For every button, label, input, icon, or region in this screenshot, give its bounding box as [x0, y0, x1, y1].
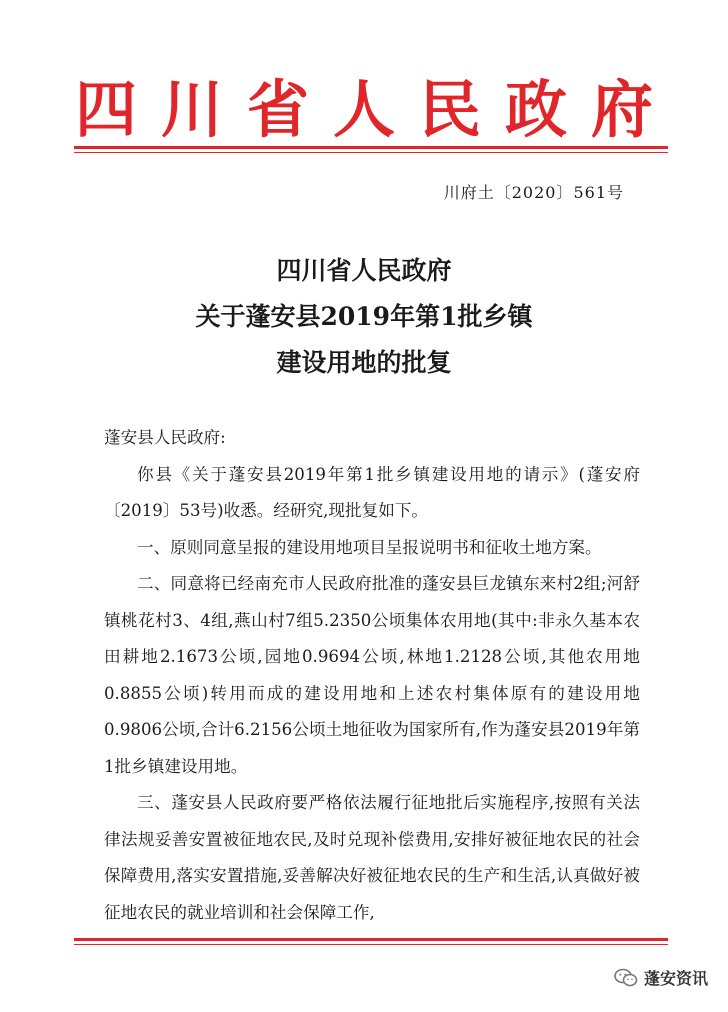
document-body — [104, 420, 640, 931]
footer-divider-thick — [74, 938, 668, 941]
header-divider-thick — [74, 146, 668, 149]
title-line-2: 关于蓬安县2019年第1批乡镇 — [195, 302, 533, 331]
title-line-1: 四川省人民政府 — [276, 256, 452, 285]
paragraph-4: 三、蓬安县人民政府要严格依法履行征地批后实施程序,按照有关法律法规妥善安置被征地农民,及时兑现补偿费用,安排好被征地农民的社会保障费用,落实安置措施,妥善解决好被征地农民的生产和生活,认真做好被征地农民的就业培训和社会保障工作, — [104, 793, 640, 922]
source-watermark — [614, 966, 708, 989]
document-title — [0, 248, 728, 386]
paragraph-2: 一、原则同意呈报的建设用地项目呈报说明书和征收土地方案。 — [137, 537, 602, 557]
wechat-icon — [614, 968, 638, 988]
document-number: 川府土〔2020〕561号 — [443, 183, 624, 202]
header-divider-thin — [74, 152, 668, 153]
paragraph-3: 二、同意将已经南充市人民政府批准的蓬安县巨龙镇东来村2组;河舒镇桃花村3、4组,燕山村7组5.2350公顷集体农用地(其中:非永久基本农田耕地2.1673公顷,园地0.9694公顷,林地1.2128公顷,其他农用地0.8855公顷)转用而成的建设用地和上述农村集体原有的建设用地0.9806公顷,合计6.2156公顷土地征收为国家所有,作为蓬安县2019年第1批乡镇建设用地。 — [104, 574, 640, 776]
issuer-header: 四川省人民政府 — [74, 73, 677, 146]
footer-divider-thin — [74, 944, 668, 945]
paragraph-1: 你县《关于蓬安县2019年第1批乡镇建设用地的请示》(蓬安府〔2019〕53号)收悉。经研究,现批复如下。 — [104, 464, 640, 520]
salutation: 蓬安县人民政府: — [104, 428, 226, 447]
title-line-3: 建设用地的批复 — [276, 348, 452, 377]
watermark-label: 蓬安资讯 — [643, 969, 708, 988]
